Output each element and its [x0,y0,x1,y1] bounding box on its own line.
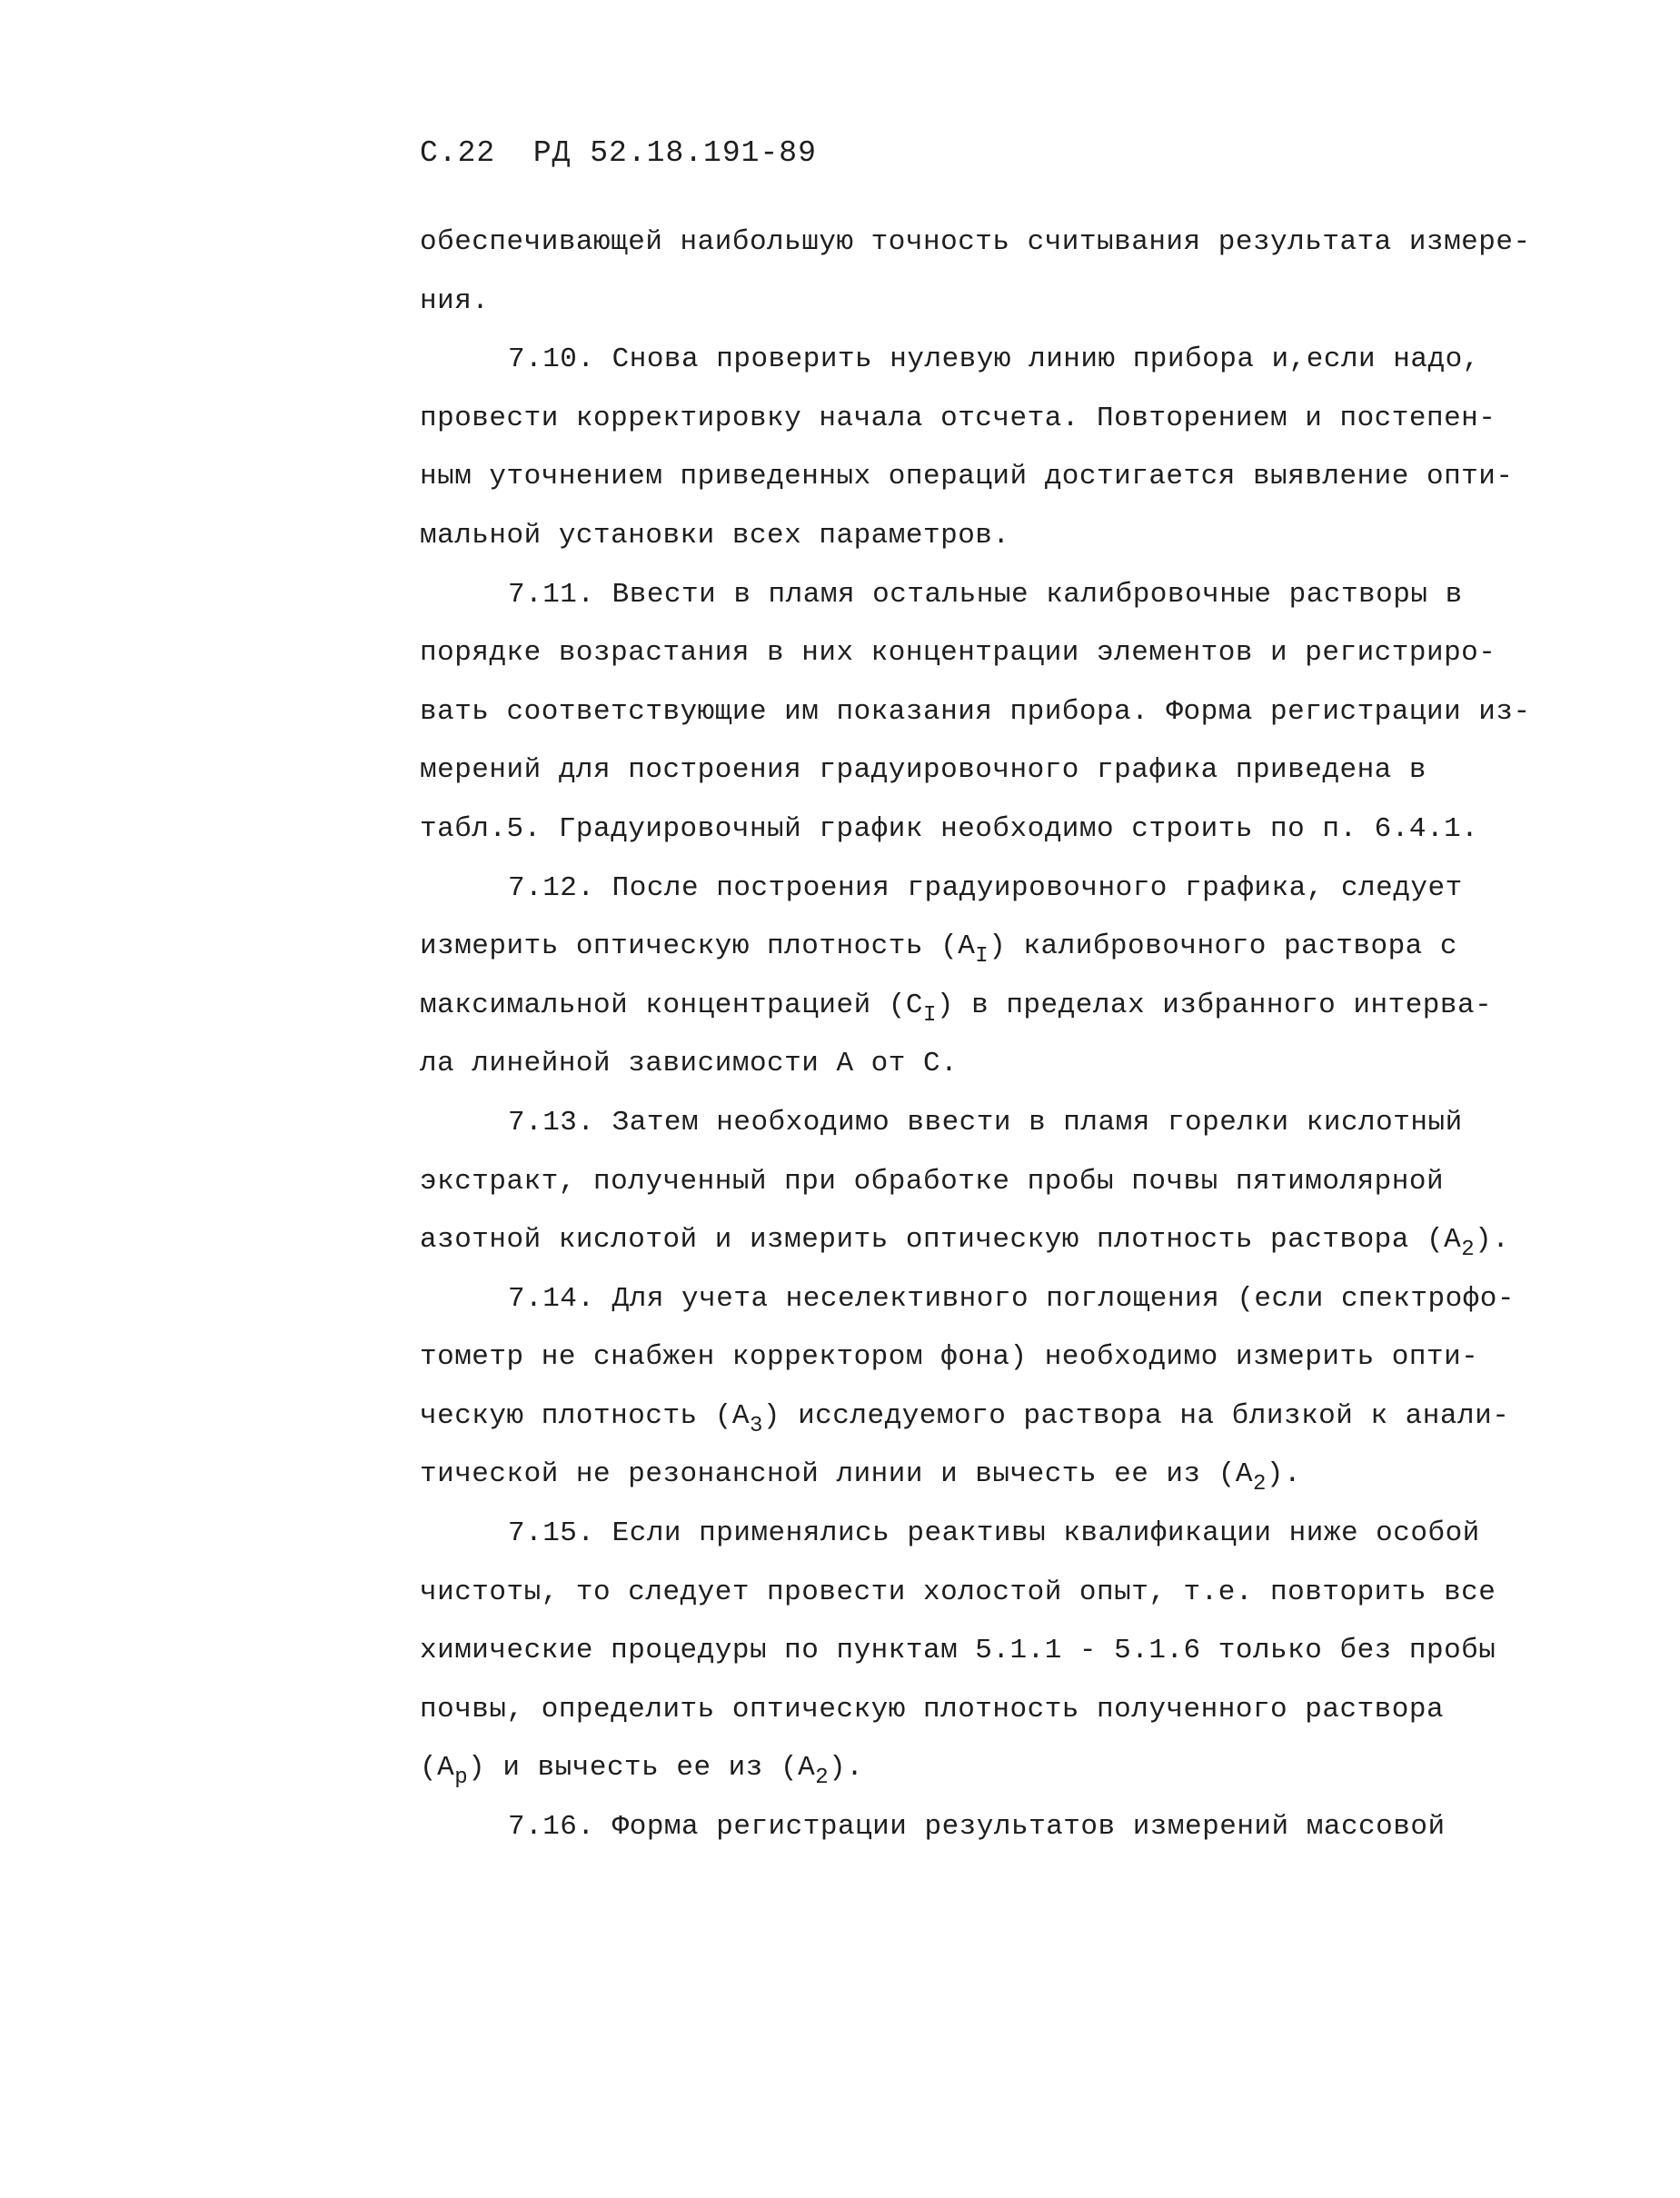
text-run: провести корректировку начала отсчета. Повторением и постепен- [420,402,1496,434]
text-run: 7.16. Форма регистрации результатов измерений массовой [508,1811,1446,1844]
text-run: измерить оптическую плотность (A [420,930,976,963]
text-line [420,860,1546,919]
text-run: тометр не снабжен корректором фона) необходимо измерить опти- [420,1341,1479,1374]
text-line [420,566,1546,625]
text-run: азотной кислотой и измерить оптическую плотность раствора (A [420,1224,1462,1257]
text-run: 7.12. После построения градуировочного графика, следует [508,871,1463,904]
text-line [420,214,1546,273]
text-line [420,1446,1546,1505]
text-line [420,801,1546,860]
subscript: 2 [815,1765,830,1791]
text-line [420,741,1546,801]
text-line [420,1505,1546,1564]
text-run: (A [420,1752,455,1785]
text-line [420,918,1546,977]
subscript: I [975,944,989,970]
text-run: обеспечивающей наибольшую точность считывания результата измере- [420,226,1531,258]
text-run: вать соответствующие им показания прибора. Форма регистрации из- [420,695,1531,728]
text-line [420,1094,1546,1153]
text-run: ческую плотность (A [420,1399,750,1432]
text-run: табл.5. Градуировочный график необходимо строить по п. 6.4.1. [420,812,1479,845]
text-line [420,1387,1546,1447]
text-run: ) и вычесть ее из (A [468,1752,816,1785]
page-header [420,136,817,170]
text-run: порядке возрастания в них концентрации элементов и регистриро- [420,637,1496,670]
text-run: 7.13. Затем необходимо ввести в пламя горелки кислотный [508,1106,1463,1139]
text-run: максимальной концентрацией (C [420,989,923,1021]
page-reference: С.22 [420,136,496,170]
text-line [420,507,1546,566]
text-line [420,1798,1546,1857]
text-line [420,1328,1546,1387]
text-run: ). [829,1752,864,1785]
text-line [420,1035,1546,1094]
text-run: ). [1475,1224,1510,1257]
text-run: 7.11. Ввести в пламя остальные калибровочные растворы в [508,578,1463,611]
text-line [420,683,1546,742]
text-line [420,390,1546,449]
text-run: 7.14. Для учета неселективного поглощения (если спектрофо- [508,1282,1515,1315]
text-line [420,1681,1546,1740]
text-line [420,1739,1546,1798]
text-run: химические процедуры по пунктам 5.1.1 - 5.1.6 только без пробы [420,1635,1496,1667]
text-line [420,1622,1546,1681]
text-run: чистоты, то следует провести холостой опыт, т.е. повторить все [420,1576,1496,1608]
text-run: ) в пределах избранного интерва- [936,989,1493,1021]
text-run: ). [1266,1458,1302,1491]
body-text [420,214,1546,1857]
text-run: экстракт, полученный при обработке пробы почвы пятимолярной [420,1165,1445,1198]
text-run: ния. [420,284,490,317]
text-line [420,624,1546,683]
text-run: ным уточнением приведенных операций достигается выявление опти- [420,461,1514,493]
subscript: I [923,1002,937,1028]
subscript: 3 [749,1413,763,1438]
text-run: мальной установки всех параметров. [420,519,1010,552]
subscript: 2 [1252,1472,1267,1497]
text-run: мерений для построения градуировочного графика приведена в [420,754,1427,787]
text-run: ) исследуемого раствора на близкой к анали- [762,1399,1510,1432]
text-run: 7.15. Если применялись реактивы квалификации ниже особой [508,1517,1480,1550]
text-run: почвы, определить оптическую плотность полученного раствора [420,1693,1445,1726]
text-line [420,1153,1546,1212]
document-code: РД 52.18.191-89 [532,136,817,170]
text-line [420,273,1546,332]
text-line [420,977,1546,1036]
subscript: 2 [1461,1238,1476,1263]
text-line [420,1270,1546,1329]
subscript: p [454,1765,469,1791]
text-run: тической не резонансной линии и вычесть ее из (A [420,1458,1253,1491]
text-line [420,1564,1546,1623]
text-run: ) калибровочного раствора с [989,930,1457,963]
text-line [420,1211,1546,1270]
text-run: ла линейной зависимости А от С. [420,1048,959,1080]
text-line [420,331,1546,390]
text-line [420,448,1546,507]
text-run: 7.10. Снова проверить нулевую линию прибора и,если надо, [508,343,1480,376]
